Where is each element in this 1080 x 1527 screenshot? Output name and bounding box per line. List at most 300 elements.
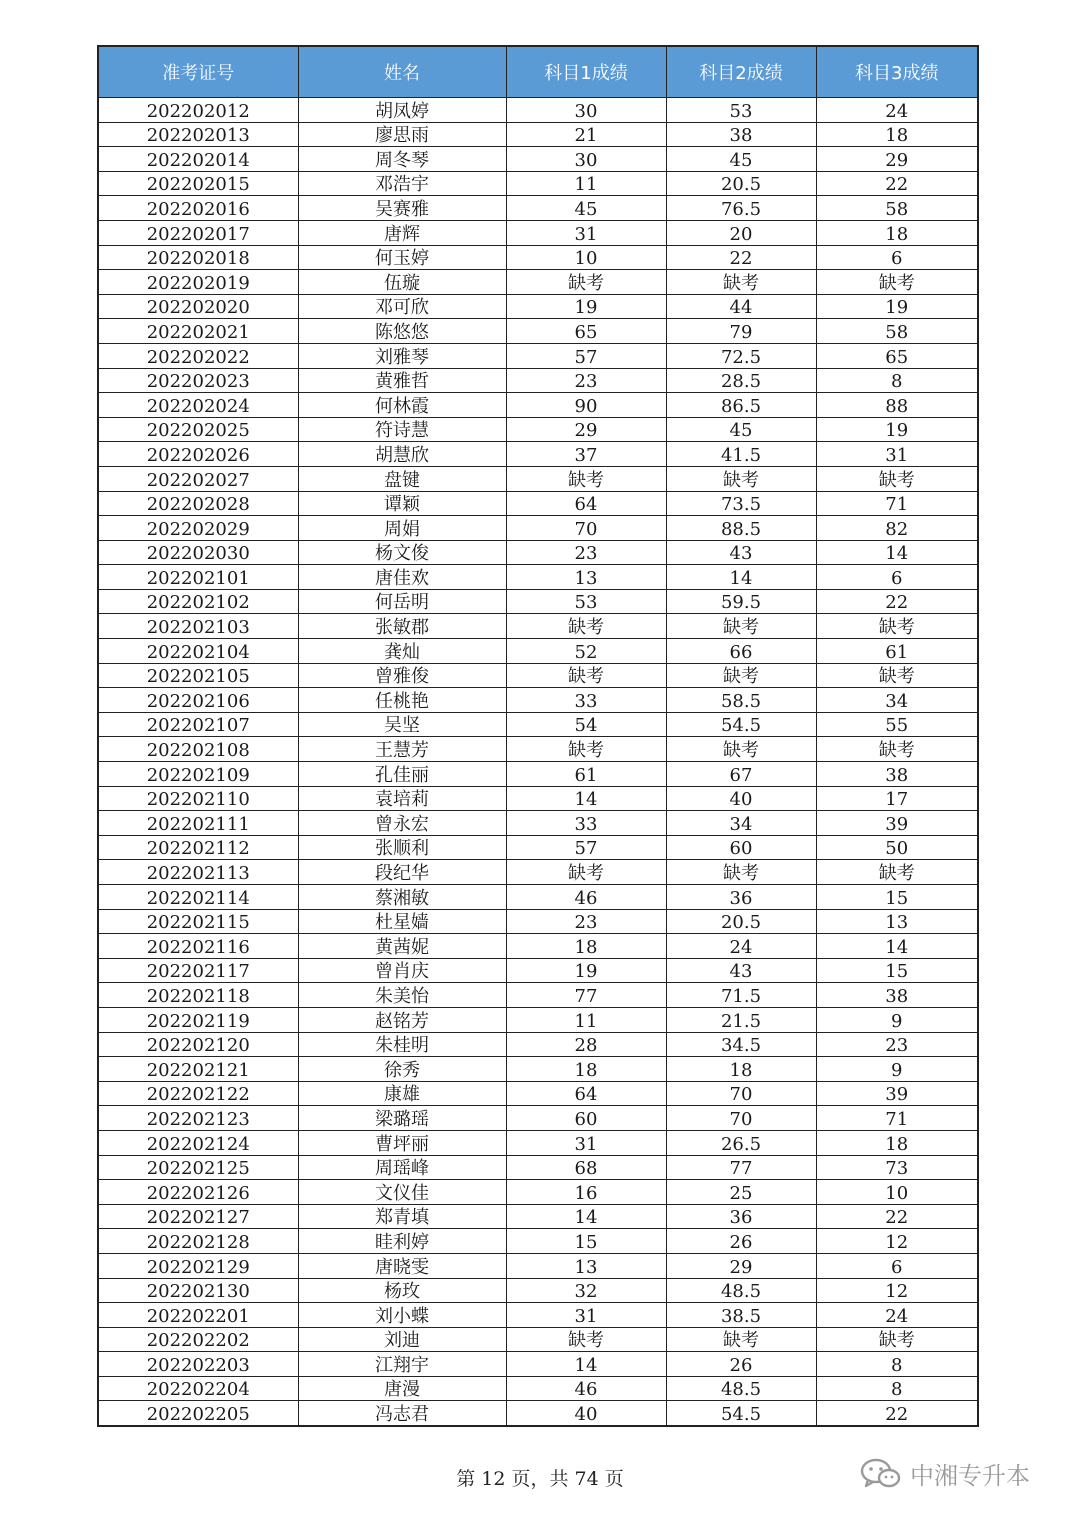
subject2-score-cell: 18 <box>666 1057 816 1082</box>
subject1-score-cell: 68 <box>506 1155 666 1180</box>
table-row <box>98 393 978 418</box>
subject1-score-cell: 14 <box>506 1352 666 1377</box>
admission-number-cell: 202202030 <box>98 540 298 565</box>
admission-number-cell: 202202103 <box>98 614 298 639</box>
subject2-score-cell: 70 <box>666 1106 816 1131</box>
subject2-score-cell: 76.5 <box>666 196 816 221</box>
subject3-score-cell: 8 <box>816 368 978 393</box>
subject2-score-cell: 67 <box>666 762 816 787</box>
subject1-score-cell: 23 <box>506 540 666 565</box>
subject1-score-cell: 46 <box>506 885 666 910</box>
table-row <box>98 270 978 295</box>
table-row <box>98 958 978 983</box>
admission-number-cell: 202202106 <box>98 688 298 713</box>
table-row <box>98 98 978 123</box>
table-row <box>98 614 978 639</box>
subject2-score-cell: 缺考 <box>666 270 816 295</box>
subject2-score-cell: 79 <box>666 319 816 344</box>
admission-number-cell: 202202027 <box>98 466 298 491</box>
table-row <box>98 1204 978 1229</box>
table-row <box>98 1327 978 1352</box>
watermark-text: 中湘专升本 <box>910 1462 1030 1490</box>
subject3-score-cell: 31 <box>816 442 978 467</box>
admission-number-cell: 202202029 <box>98 516 298 541</box>
table-row <box>98 1376 978 1401</box>
subject1-score-cell: 77 <box>506 983 666 1008</box>
subject2-score-cell: 38 <box>666 122 816 147</box>
subject2-score-cell: 86.5 <box>666 393 816 418</box>
table-row <box>98 147 978 172</box>
subject1-score-cell: 19 <box>506 294 666 319</box>
table-row <box>98 1057 978 1082</box>
subject2-score-cell: 44 <box>666 294 816 319</box>
subject3-score-cell: 58 <box>816 319 978 344</box>
subject2-score-cell: 28.5 <box>666 368 816 393</box>
wechat-icon <box>860 1457 902 1491</box>
table-row <box>98 368 978 393</box>
subject2-score-cell: 58.5 <box>666 688 816 713</box>
table-row <box>98 122 978 147</box>
name-cell: 胡凤婷 <box>298 98 506 123</box>
subject1-score-cell: 缺考 <box>506 860 666 885</box>
table-row <box>98 1229 978 1254</box>
header-row <box>98 46 978 98</box>
subject1-score-cell: 28 <box>506 1032 666 1057</box>
table-row <box>98 565 978 590</box>
subject3-score-cell: 71 <box>816 491 978 516</box>
table-row <box>98 294 978 319</box>
name-cell: 吴赛雅 <box>298 196 506 221</box>
admission-number-cell: 202202025 <box>98 417 298 442</box>
table-row <box>98 220 978 245</box>
subject3-score-cell: 88 <box>816 393 978 418</box>
admission-number-cell: 202202130 <box>98 1278 298 1303</box>
subject3-score-cell: 38 <box>816 762 978 787</box>
subject1-score-cell: 13 <box>506 1253 666 1278</box>
admission-number-cell: 202202026 <box>98 442 298 467</box>
subject1-score-cell: 33 <box>506 811 666 836</box>
name-cell: 曾肖庆 <box>298 958 506 983</box>
name-cell: 梁璐瑶 <box>298 1106 506 1131</box>
subject3-score-cell: 65 <box>816 343 978 368</box>
name-cell: 龚灿 <box>298 639 506 664</box>
subject3-score-cell: 18 <box>816 122 978 147</box>
admission-number-cell: 202202124 <box>98 1130 298 1155</box>
table-row <box>98 245 978 270</box>
name-cell: 徐秀 <box>298 1057 506 1082</box>
subject1-score-cell: 40 <box>506 1401 666 1426</box>
name-cell: 杜星嫱 <box>298 909 506 934</box>
table-row <box>98 1303 978 1328</box>
name-cell: 唐辉 <box>298 220 506 245</box>
subject3-score-cell: 17 <box>816 786 978 811</box>
subject3-score-cell: 22 <box>816 171 978 196</box>
subject3-score-cell: 19 <box>816 417 978 442</box>
name-cell: 何岳明 <box>298 589 506 614</box>
name-cell: 刘小蝶 <box>298 1303 506 1328</box>
subject3-score-cell: 14 <box>816 540 978 565</box>
subject1-score-cell: 18 <box>506 934 666 959</box>
table-row <box>98 442 978 467</box>
column-header: 姓名 <box>298 46 506 98</box>
subject2-score-cell: 41.5 <box>666 442 816 467</box>
subject2-score-cell: 22 <box>666 245 816 270</box>
subject1-score-cell: 64 <box>506 491 666 516</box>
table-row <box>98 909 978 934</box>
subject2-score-cell: 45 <box>666 417 816 442</box>
subject1-score-cell: 16 <box>506 1180 666 1205</box>
subject1-score-cell: 缺考 <box>506 270 666 295</box>
name-cell: 何林霞 <box>298 393 506 418</box>
table-row <box>98 885 978 910</box>
subject3-score-cell: 6 <box>816 245 978 270</box>
subject3-score-cell: 缺考 <box>816 1327 978 1352</box>
subject2-score-cell: 43 <box>666 540 816 565</box>
admission-number-cell: 202202018 <box>98 245 298 270</box>
subject2-score-cell: 36 <box>666 1204 816 1229</box>
name-cell: 杨文俊 <box>298 540 506 565</box>
subject1-score-cell: 缺考 <box>506 466 666 491</box>
name-cell: 刘迪 <box>298 1327 506 1352</box>
admission-number-cell: 202202117 <box>98 958 298 983</box>
table-row <box>98 171 978 196</box>
name-cell: 盘键 <box>298 466 506 491</box>
admission-number-cell: 202202108 <box>98 737 298 762</box>
admission-number-cell: 202202120 <box>98 1032 298 1057</box>
subject3-score-cell: 39 <box>816 1081 978 1106</box>
subject1-score-cell: 14 <box>506 786 666 811</box>
subject1-score-cell: 缺考 <box>506 614 666 639</box>
name-cell: 谭颖 <box>298 491 506 516</box>
admission-number-cell: 202202203 <box>98 1352 298 1377</box>
subject1-score-cell: 33 <box>506 688 666 713</box>
subject3-score-cell: 12 <box>816 1229 978 1254</box>
subject3-score-cell: 缺考 <box>816 466 978 491</box>
subject2-score-cell: 20 <box>666 220 816 245</box>
subject1-score-cell: 15 <box>506 1229 666 1254</box>
name-cell: 张敏郡 <box>298 614 506 639</box>
subject1-score-cell: 10 <box>506 245 666 270</box>
subject2-score-cell: 70 <box>666 1081 816 1106</box>
name-cell: 蔡湘敏 <box>298 885 506 910</box>
subject1-score-cell: 21 <box>506 122 666 147</box>
table-row <box>98 639 978 664</box>
subject3-score-cell: 73 <box>816 1155 978 1180</box>
name-cell: 周瑶峰 <box>298 1155 506 1180</box>
admission-number-cell: 202202125 <box>98 1155 298 1180</box>
table-row <box>98 589 978 614</box>
table-row <box>98 1130 978 1155</box>
subject3-score-cell: 22 <box>816 589 978 614</box>
admission-number-cell: 202202119 <box>98 1007 298 1032</box>
subject3-score-cell: 8 <box>816 1376 978 1401</box>
name-cell: 孔佳丽 <box>298 762 506 787</box>
subject3-score-cell: 缺考 <box>816 737 978 762</box>
subject3-score-cell: 6 <box>816 565 978 590</box>
admission-number-cell: 202202126 <box>98 1180 298 1205</box>
admission-number-cell: 202202123 <box>98 1106 298 1131</box>
table-row <box>98 1081 978 1106</box>
name-cell: 文仪佳 <box>298 1180 506 1205</box>
subject2-score-cell: 71.5 <box>666 983 816 1008</box>
subject2-score-cell: 14 <box>666 565 816 590</box>
subject3-score-cell: 13 <box>816 909 978 934</box>
page-number: 第 12 页，共 74 页 <box>456 1468 624 1490</box>
subject1-score-cell: 32 <box>506 1278 666 1303</box>
subject2-score-cell: 38.5 <box>666 1303 816 1328</box>
subject3-score-cell: 23 <box>816 1032 978 1057</box>
name-cell: 朱桂明 <box>298 1032 506 1057</box>
admission-number-cell: 202202113 <box>98 860 298 885</box>
subject2-score-cell: 21.5 <box>666 1007 816 1032</box>
subject3-score-cell: 12 <box>816 1278 978 1303</box>
name-cell: 廖思雨 <box>298 122 506 147</box>
name-cell: 赵铭芳 <box>298 1007 506 1032</box>
table-row <box>98 762 978 787</box>
subject1-score-cell: 70 <box>506 516 666 541</box>
subject3-score-cell: 8 <box>816 1352 978 1377</box>
subject1-score-cell: 14 <box>506 1204 666 1229</box>
subject3-score-cell: 15 <box>816 885 978 910</box>
subject1-score-cell: 31 <box>506 1303 666 1328</box>
admission-number-cell: 202202022 <box>98 343 298 368</box>
subject3-score-cell: 14 <box>816 934 978 959</box>
subject1-score-cell: 13 <box>506 565 666 590</box>
name-cell: 朱美怡 <box>298 983 506 1008</box>
table-row <box>98 811 978 836</box>
table-row <box>98 835 978 860</box>
table-row <box>98 663 978 688</box>
name-cell: 刘雅琴 <box>298 343 506 368</box>
column-header: 准考证号 <box>98 46 298 98</box>
admission-number-cell: 202202102 <box>98 589 298 614</box>
admission-number-cell: 202202109 <box>98 762 298 787</box>
admission-number-cell: 202202028 <box>98 491 298 516</box>
admission-number-cell: 202202205 <box>98 1401 298 1426</box>
name-cell: 唐佳欢 <box>298 565 506 590</box>
subject1-score-cell: 31 <box>506 1130 666 1155</box>
admission-number-cell: 202202019 <box>98 270 298 295</box>
subject3-score-cell: 缺考 <box>816 663 978 688</box>
subject1-score-cell: 缺考 <box>506 737 666 762</box>
admission-number-cell: 202202111 <box>98 811 298 836</box>
admission-number-cell: 202202128 <box>98 1229 298 1254</box>
admission-number-cell: 202202013 <box>98 122 298 147</box>
subject2-score-cell: 24 <box>666 934 816 959</box>
subject2-score-cell: 34 <box>666 811 816 836</box>
table-row <box>98 737 978 762</box>
subject2-score-cell: 25 <box>666 1180 816 1205</box>
subject2-score-cell: 48.5 <box>666 1278 816 1303</box>
table-header <box>98 46 978 98</box>
table-row <box>98 1106 978 1131</box>
name-cell: 眭利婷 <box>298 1229 506 1254</box>
name-cell: 冯志君 <box>298 1401 506 1426</box>
subject3-score-cell: 10 <box>816 1180 978 1205</box>
name-cell: 段纪华 <box>298 860 506 885</box>
subject2-score-cell: 缺考 <box>666 737 816 762</box>
name-cell: 王慧芳 <box>298 737 506 762</box>
subject1-score-cell: 缺考 <box>506 663 666 688</box>
table-row <box>98 466 978 491</box>
score-table <box>97 45 979 1427</box>
admission-number-cell: 202202115 <box>98 909 298 934</box>
subject3-score-cell: 19 <box>816 294 978 319</box>
subject1-score-cell: 90 <box>506 393 666 418</box>
name-cell: 江翔宇 <box>298 1352 506 1377</box>
admission-number-cell: 202202129 <box>98 1253 298 1278</box>
admission-number-cell: 202202023 <box>98 368 298 393</box>
subject1-score-cell: 60 <box>506 1106 666 1131</box>
name-cell: 符诗慧 <box>298 417 506 442</box>
subject2-score-cell: 48.5 <box>666 1376 816 1401</box>
subject3-score-cell: 38 <box>816 983 978 1008</box>
subject3-score-cell: 缺考 <box>816 860 978 885</box>
subject1-score-cell: 57 <box>506 835 666 860</box>
subject2-score-cell: 54.5 <box>666 712 816 737</box>
subject3-score-cell: 58 <box>816 196 978 221</box>
subject1-score-cell: 31 <box>506 220 666 245</box>
subject3-score-cell: 6 <box>816 1253 978 1278</box>
table-row <box>98 1253 978 1278</box>
subject2-score-cell: 26 <box>666 1229 816 1254</box>
admission-number-cell: 202202024 <box>98 393 298 418</box>
table-row <box>98 1155 978 1180</box>
name-cell: 周娟 <box>298 516 506 541</box>
admission-number-cell: 202202116 <box>98 934 298 959</box>
subject3-score-cell: 9 <box>816 1007 978 1032</box>
table-row <box>98 1278 978 1303</box>
subject2-score-cell: 88.5 <box>666 516 816 541</box>
name-cell: 邓浩宇 <box>298 171 506 196</box>
admission-number-cell: 202202110 <box>98 786 298 811</box>
subject3-score-cell: 22 <box>816 1204 978 1229</box>
admission-number-cell: 202202204 <box>98 1376 298 1401</box>
subject2-score-cell: 26.5 <box>666 1130 816 1155</box>
table-row <box>98 540 978 565</box>
subject2-score-cell: 20.5 <box>666 909 816 934</box>
subject2-score-cell: 29 <box>666 1253 816 1278</box>
admission-number-cell: 202202020 <box>98 294 298 319</box>
subject3-score-cell: 22 <box>816 1401 978 1426</box>
subject1-score-cell: 54 <box>506 712 666 737</box>
name-cell: 何玉婷 <box>298 245 506 270</box>
name-cell: 曾雅俊 <box>298 663 506 688</box>
admission-number-cell: 202202015 <box>98 171 298 196</box>
column-header: 科目1成绩 <box>506 46 666 98</box>
subject2-score-cell: 72.5 <box>666 343 816 368</box>
subject2-score-cell: 缺考 <box>666 614 816 639</box>
admission-number-cell: 202202105 <box>98 663 298 688</box>
subject2-score-cell: 缺考 <box>666 663 816 688</box>
name-cell: 袁培莉 <box>298 786 506 811</box>
subject3-score-cell: 24 <box>816 1303 978 1328</box>
admission-number-cell: 202202202 <box>98 1327 298 1352</box>
table-row <box>98 1352 978 1377</box>
subject1-score-cell: 46 <box>506 1376 666 1401</box>
subject1-score-cell: 11 <box>506 1007 666 1032</box>
subject1-score-cell: 23 <box>506 909 666 934</box>
name-cell: 唐漫 <box>298 1376 506 1401</box>
subject1-score-cell: 19 <box>506 958 666 983</box>
admission-number-cell: 202202101 <box>98 565 298 590</box>
subject1-score-cell: 37 <box>506 442 666 467</box>
name-cell: 陈悠悠 <box>298 319 506 344</box>
subject1-score-cell: 65 <box>506 319 666 344</box>
subject3-score-cell: 61 <box>816 639 978 664</box>
subject1-score-cell: 61 <box>506 762 666 787</box>
name-cell: 任桃艳 <box>298 688 506 713</box>
table-row <box>98 1007 978 1032</box>
subject3-score-cell: 29 <box>816 147 978 172</box>
table-row <box>98 786 978 811</box>
subject1-score-cell: 30 <box>506 98 666 123</box>
subject2-score-cell: 缺考 <box>666 860 816 885</box>
subject2-score-cell: 45 <box>666 147 816 172</box>
subject3-score-cell: 82 <box>816 516 978 541</box>
table-row <box>98 860 978 885</box>
subject2-score-cell: 40 <box>666 786 816 811</box>
subject2-score-cell: 缺考 <box>666 466 816 491</box>
table-row <box>98 1401 978 1426</box>
subject2-score-cell: 59.5 <box>666 589 816 614</box>
subject1-score-cell: 缺考 <box>506 1327 666 1352</box>
name-cell: 唐晓雯 <box>298 1253 506 1278</box>
subject2-score-cell: 缺考 <box>666 1327 816 1352</box>
column-header: 科目2成绩 <box>666 46 816 98</box>
table-row <box>98 688 978 713</box>
table-row <box>98 491 978 516</box>
subject3-score-cell: 50 <box>816 835 978 860</box>
subject2-score-cell: 26 <box>666 1352 816 1377</box>
subject1-score-cell: 30 <box>506 147 666 172</box>
admission-number-cell: 202202021 <box>98 319 298 344</box>
subject1-score-cell: 52 <box>506 639 666 664</box>
subject2-score-cell: 60 <box>666 835 816 860</box>
table-row <box>98 983 978 1008</box>
name-cell: 杨玫 <box>298 1278 506 1303</box>
name-cell: 郑青填 <box>298 1204 506 1229</box>
name-cell: 胡慧欣 <box>298 442 506 467</box>
admission-number-cell: 202202107 <box>98 712 298 737</box>
admission-number-cell: 202202012 <box>98 98 298 123</box>
admission-number-cell: 202202121 <box>98 1057 298 1082</box>
table-row <box>98 319 978 344</box>
table-row <box>98 417 978 442</box>
subject2-score-cell: 36 <box>666 885 816 910</box>
subject2-score-cell: 66 <box>666 639 816 664</box>
subject3-score-cell: 15 <box>816 958 978 983</box>
column-header: 科目3成绩 <box>816 46 978 98</box>
admission-number-cell: 202202122 <box>98 1081 298 1106</box>
name-cell: 康雄 <box>298 1081 506 1106</box>
subject2-score-cell: 34.5 <box>666 1032 816 1057</box>
name-cell: 黄雅哲 <box>298 368 506 393</box>
subject3-score-cell: 18 <box>816 220 978 245</box>
table-body <box>98 98 978 1427</box>
admission-number-cell: 202202118 <box>98 983 298 1008</box>
admission-number-cell: 202202014 <box>98 147 298 172</box>
admission-number-cell: 202202114 <box>98 885 298 910</box>
name-cell: 邓可欣 <box>298 294 506 319</box>
table-row <box>98 1032 978 1057</box>
admission-number-cell: 202202201 <box>98 1303 298 1328</box>
table-row <box>98 712 978 737</box>
table-row <box>98 196 978 221</box>
subject3-score-cell: 缺考 <box>816 614 978 639</box>
table-row <box>98 516 978 541</box>
admission-number-cell: 202202016 <box>98 196 298 221</box>
